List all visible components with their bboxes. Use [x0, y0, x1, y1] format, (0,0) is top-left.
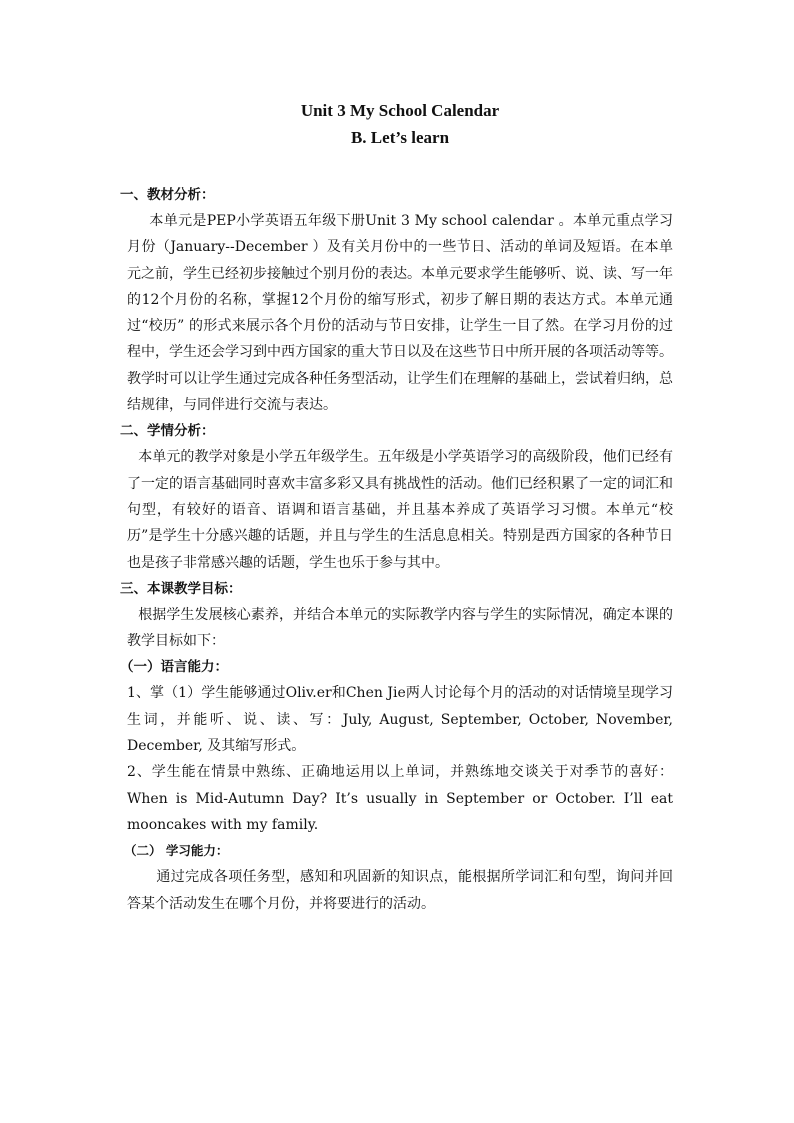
subsection-heading-learning-ability: （二） 学习能力：: [124, 843, 229, 859]
subsection-body-learning-ability: 通过完成各项任务型，感知和巩固新的知识点，能根据所学词汇和句型，询问并回答某个活动发生在哪个月份，并将要进行的活动。: [127, 869, 673, 912]
document-title: Unit 3 My School Calendar: [300, 101, 500, 120]
goal-item-1: 1、掌（1）学生能够通过Oliv.er和Chen Jie两人讨论每个月的活动的对话情境呈现学习生词，并能听、说、读、写：July, August, September, October, November, December, 及其缩写形式。: [127, 685, 673, 755]
section-heading-teaching-goals: 三、本课教学目标：: [120, 580, 242, 597]
goal-item-2: 2、学生能在情景中熟练、正确地运用以上单词，并熟练地交谈关于对季节的喜好：When is Mid-Autumn Day? It’s usually in September or October. I’ll eat mooncakes with my family.: [127, 764, 673, 833]
document-subtitle: B. Let’s learn: [350, 128, 450, 147]
section-body-textbook-analysis: 本单元是PEP小学英语五年级下册Unit 3 My school calendar 。本单元重点学习月份（January--December ）及有关月份中的一些节日、活动的单词及短语。在本单元之前，学生已经初步接触过个别月份的表达。本单元要求学生能够听、说、读、写一年的12个月份的名称，掌握12个月份的缩写形式，初步了解日期的表达方式。本单元通过“校历” 的形式来展示各个月份的活动与节日安排，让学生一目了然。在学习月份的过程中，学生还会学习到中西方国家的重大节日以及在这些节日中所开展的各项活动等等。教学时可以让学生通过完成各种任务型活动，让学生们在理解的基础上，尝试着归纳，总结规律，与同伴进行交流与表达。: [127, 213, 673, 414]
section-body-student-analysis: 本单元的教学对象是小学五年级学生。五年级是小学英语学习的高级阶段，他们已经有了一定的语言基础同时喜欢丰富多彩又具有挑战性的活动。他们已经积累了一定的词汇和句型，有较好的语音、语调和语言基础，并且基本养成了英语学习习惯。本单元“校历”是学生十分感兴趣的话题，并且与学生的生活息息相关。特别是西方国家的各种节日也是孩子非常感兴趣的话题，学生也乐于参与其中。: [127, 449, 673, 571]
section-heading-textbook-analysis: 一、教材分析：: [120, 187, 215, 203]
subsection-heading-language-ability: （一）语言能力：: [120, 659, 228, 676]
section-heading-student-analysis: 二、学情分析：: [120, 423, 215, 440]
section-body-teaching-goals: 根据学生发展核心素养，并结合本单元的实际教学内容与学生的实际情况，确定本课的教学目标如下：: [127, 606, 673, 650]
document-content: [120, 97, 673, 917]
title-block: [127, 97, 673, 151]
